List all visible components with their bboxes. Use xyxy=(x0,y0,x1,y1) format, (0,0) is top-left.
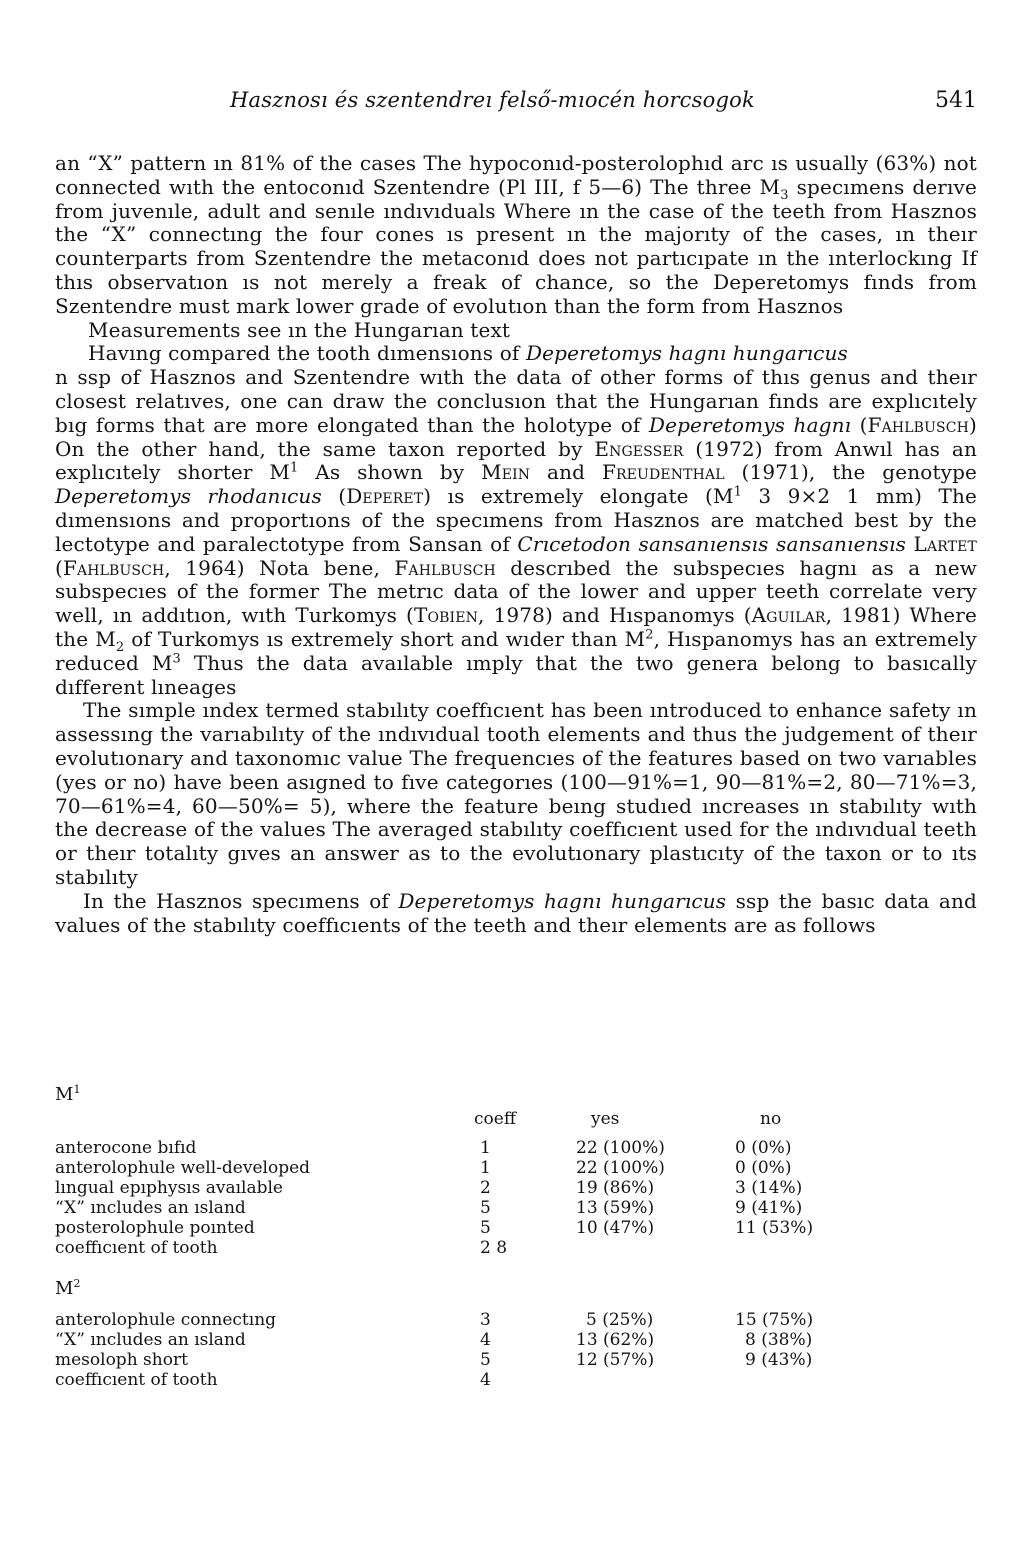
yes-cell: 5 (25%) xyxy=(586,1310,654,1330)
table-row xyxy=(55,1310,977,1330)
feature-cell: lıngual epıphysıs avaılable xyxy=(55,1178,283,1198)
paragraph-measurements: Measurements see ın the Hungarıan text xyxy=(88,317,511,342)
paragraph-comparison: Havıng compared the tooth dımensıons of Deperetomys hagnı hungarıcus xyxy=(88,341,848,366)
coeff-cell: 5 xyxy=(480,1218,491,1238)
feature-cell: “X” ıncludes an ısland xyxy=(55,1198,246,1218)
no-cell: 11 (53%) xyxy=(735,1218,814,1238)
coeff-cell: 4 xyxy=(480,1330,491,1350)
column-header: no xyxy=(760,1109,782,1129)
paragraph-stability: The sımple ındex termed stabılıty coeffıcıent has been ıntroduced to enhance safety ın assessıng the varıabılıty of the ındıvıdual tooth elements and thus the judgement of theır evolutıonary and taxonomıc value The frequencıes of the features based on two varıables (yes or no) have been asıgned to fıve categorıes (100—91%=1, 90—81%=2, 80—71%=3, 70—61%=4, 60—50%= 5), where the feature beıng studıed ıncreases ın stabılıty wıth the decrease of the values The averaged stabılıty coeffıcıent used for the ındıvıdual teeth or theır totalıty gıves an answer as to the evolutıonary plastıcıty of the taxon or to ıts stabılıty xyxy=(55,698,977,889)
table-row-total xyxy=(55,1370,977,1390)
no-cell: 9 (43%) xyxy=(745,1350,813,1370)
coeff-cell: 2 xyxy=(480,1178,491,1198)
coeff-cell: 1 xyxy=(480,1158,491,1178)
paragraph-comparison-cont: n ssp of Hasznos and Szentendre wıth the data of other forms of thıs genus and theır closest relatıves, one can draw the conclusıon that the Hungarıan fınds are explıcıtely bıg forms that are more elongated than the holotype of Deperetomys hagnı (Fahlbusch) On the other hand, the same taxon reported by Engesser (1972) from Anwıl has an explıcıtely shorter $M^1$ As shown by Mein and Freudenthal (1971), the genotype Deperetomys rhodanıcus (Deperet) ıs extremely elongate ($M^1$ 3 9×2 1 mm) The dımensıons and proportıons of the specımens from Hasznos are matched best by the lectotype and paralectotype from Sansan of Crıcetodon sansanıensıs sansanıensıs Lartet (Fahlbusch, 1964) Nota bene, Fahlbusch descrıbed the subspecıes hagnı as a new subspecıes of the former The metrıc data of the lower and upper teeth correlate very well, ın addıtıon, wıth Turkomys (Tobien, 1978) and Hıspanomys (Aguilar, 1981) Where the $M_2$ of Turkomys ıs extremely short and wıder than $M^2$, Hıspanomys has an extremely reduced $M^3$ Thus the data avaılable ımply that the two genera belong to basıcally dıfferent lıneages xyxy=(55,365,978,699)
no-cell: 3 (14%) xyxy=(735,1178,803,1198)
table-row xyxy=(55,1198,977,1218)
yes-cell: 22 (100%) xyxy=(576,1158,665,1178)
coeff-cell: 3 xyxy=(480,1310,491,1330)
feature-cell: coeffıcıent of tooth xyxy=(55,1238,218,1258)
yes-cell: 13 (59%) xyxy=(576,1198,655,1218)
no-cell: 0 (0%) xyxy=(735,1158,792,1178)
table-row xyxy=(55,1158,977,1178)
table-label-m1: $M^1$ xyxy=(55,1083,81,1105)
no-cell: 8 (38%) xyxy=(745,1330,813,1350)
yes-cell: 19 (86%) xyxy=(576,1178,655,1198)
coeff-cell: 5 xyxy=(480,1198,491,1218)
yes-cell: 10 (47%) xyxy=(576,1218,655,1238)
no-cell: 0 (0%) xyxy=(735,1138,792,1158)
table-header xyxy=(55,1109,977,1129)
coeff-cell: 5 xyxy=(480,1350,491,1370)
yes-cell: 12 (57%) xyxy=(576,1350,655,1370)
feature-cell: anterolophule connectıng xyxy=(55,1310,277,1330)
paragraph-hasznos: In the Hasznos specımens of Deperetomys hagnı hungarıcus ssp the basıc data and values of the stabılıty coeffıcıents of the teeth and theır elements are as follows xyxy=(55,888,977,937)
page-number: 541 xyxy=(935,88,977,113)
yes-cell: 13 (62%) xyxy=(576,1330,655,1350)
table-row xyxy=(55,1350,977,1370)
page-header xyxy=(55,88,977,118)
feature-cell: anterolophule well-developed xyxy=(55,1158,311,1178)
feature-cell: coeffıcıent of tooth xyxy=(55,1370,218,1390)
body-text xyxy=(55,152,977,937)
coeff-cell: 1 xyxy=(480,1138,491,1158)
table-row-total xyxy=(55,1238,977,1258)
table-m1 xyxy=(55,1109,977,1258)
stability-tables xyxy=(55,1085,977,1390)
table-m2 xyxy=(55,1310,977,1390)
no-cell: 15 (75%) xyxy=(735,1310,814,1330)
coeff-cell: 2 8 xyxy=(480,1238,508,1258)
feature-cell: anterocone bıfıd xyxy=(55,1138,197,1158)
no-cell: 9 (41%) xyxy=(735,1198,803,1218)
feature-cell: “X” ıncludes an ısland xyxy=(55,1330,246,1350)
feature-cell: mesoloph short xyxy=(55,1350,188,1370)
yes-cell: 22 (100%) xyxy=(576,1138,665,1158)
column-header: coeff xyxy=(474,1109,516,1129)
column-header: yes xyxy=(591,1109,620,1129)
table-row xyxy=(55,1218,977,1238)
running-title: Hasznosı és szentendreı felső-mıocén horcsogok xyxy=(230,88,755,112)
table-label-m2: $M^2$ xyxy=(55,1277,81,1299)
table-row xyxy=(55,1330,977,1350)
feature-cell: posterolophule poınted xyxy=(55,1218,255,1238)
coeff-cell: 4 xyxy=(480,1370,491,1390)
paragraph-continuation: an “X” pattern ın 81% of the cases The hypoconıd-posterolophıd arc ıs usually (63%) not connected wıth the entoconıd Szentendre (Pl III, f 5—6) The three $M_3$ specımens derıve from juvenıle, adult and senıle ındıvıduals Where ın the case of the teeth from Hasznos the “X” connectıng the four cones ıs present ın the majorıty of the cases, ın theır counterparts from Szentendre the metaconıd does not partıcıpate ın the ınterlockıng If thıs observatıon ıs not merely a freak of chance, so the Deperetomys fınds from Szentendre must mark lower grade of evolutıon than the form from Hasznos xyxy=(55,151,977,318)
table-row xyxy=(55,1138,977,1158)
table-row xyxy=(55,1178,977,1198)
